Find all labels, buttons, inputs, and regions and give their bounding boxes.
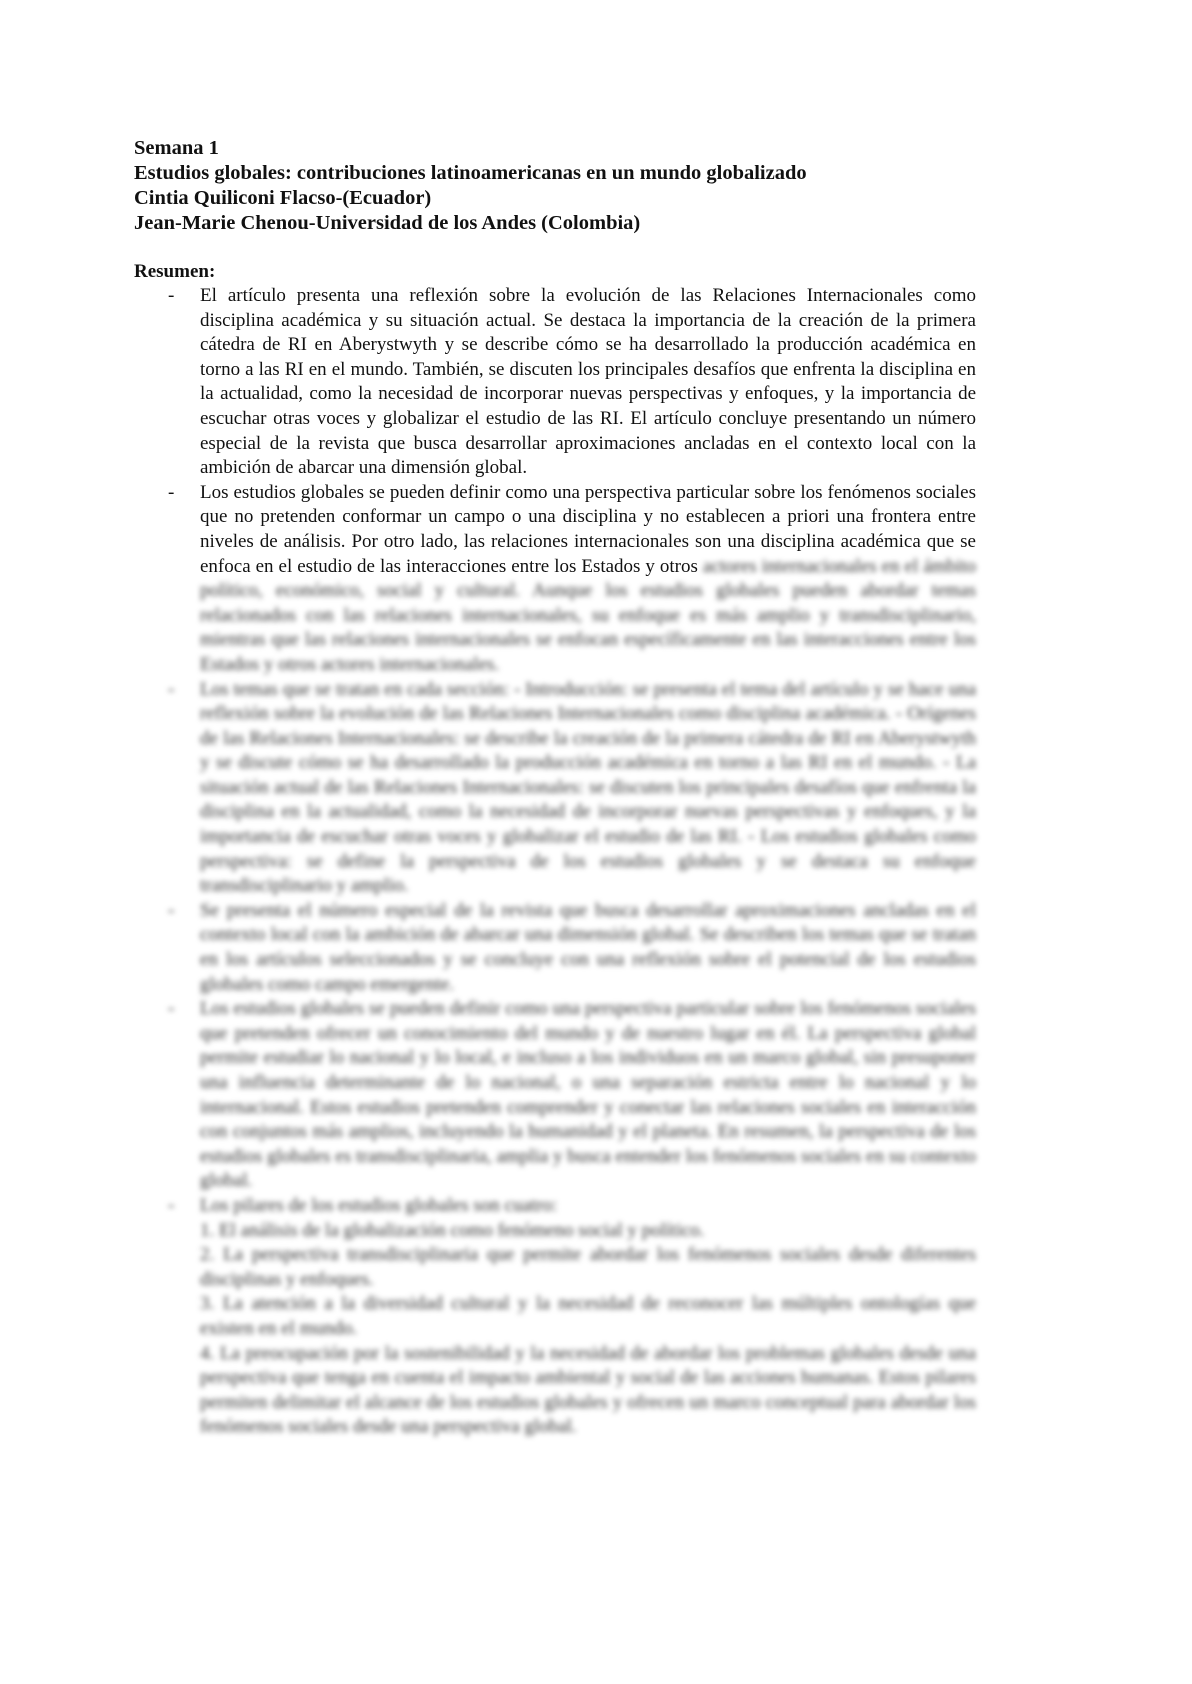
list-item (134, 678, 976, 899)
pillar-3: 3. La atención a la diversidad cultural y la necesidad de reconocer las múltiples ontologías que existen en el mundo. (200, 1293, 976, 1339)
item-text: Los temas que se tratan en cada sección: - Introducción: se presenta el tema del artículo y se hace una reflexión sobre la evolución de las Relaciones Internacionales como disciplina académica. - Orígenes de las Relaciones Internacionales: se describe la creación de la primera cátedra de RI en Aberystwyth y se discute cómo se ha desarrollado la producción académica en torno a las RI en el mundo. - La situación actual de las Relaciones Internacionales: se discuten los principales desafíos que enfrenta la disciplina en la actualidad, como la necesidad de incorporar nuevas perspectivas y enfoques, y la importancia de escuchar otras voces y globalizar el estudio de las RI. - Los estudios globales como perspectiva: se define la perspectiva de los estudios globales y se destaca su enfoque transdisciplinario y amplio. (200, 678, 976, 897)
week-heading: Semana 1 (134, 137, 219, 159)
bullet-dash: - (168, 678, 175, 700)
bullet-dash: - (168, 285, 175, 306)
list-item (134, 1194, 976, 1440)
item-text: Los pilares de los estudios globales son cuatro: (200, 1194, 558, 1216)
author-2: Jean-Marie Chenou-Universidad de los Andes (Colombia) (134, 212, 641, 234)
bullet-dash: - (168, 899, 175, 921)
item-text: Los estudios globales se pueden definir como una perspectiva particular sobre los fenómenos sociales que pretenden ofrecer un conocimiento del mundo y de nuestro lugar en él. La perspectiva global permite estudiar lo nacional y lo local, e incluso a los individuos en un marco global, sin presuponer una influencia determinante de lo nacional, o una separación estricta entre lo nacional y lo internacional. Estos estudios pretenden comprender y conectar las relaciones sociales en interacción con conjuntos más amplios, incluyendo la humanidad y el planeta. En resumen, la perspectiva de los estudios globales es transdisciplinaria, amplia y busca entender los fenómenos sociales en su contexto global. (200, 998, 976, 1192)
bullet-dash: - (168, 1194, 175, 1216)
pillar-2: 2. La perspectiva transdisciplinaria que permite abordar los fenómenos sociales desde diferentes disciplinas y enfoques. (200, 1244, 976, 1290)
pillar-4: 4. La preocupación por la sostenibilidad y la necesidad de abordar los problemas globales desde una perspectiva que tenga en cuenta el impacto ambiental y social de las acciones humanas. Estos pilares permiten delimitar el alcance de los estudios globales y ofrecen un marco conceptual para abordar los fenómenos sociales desde una perspectiva global. (200, 1342, 976, 1438)
summary-list (134, 284, 976, 1440)
summary-label: Resumen: (134, 261, 216, 282)
author-1: Cintia Quiliconi Flacso-(Ecuador) (134, 187, 432, 209)
list-item (134, 481, 976, 678)
article-title: Estudios globales: contribuciones latinoamericanas en un mundo globalizado (134, 162, 807, 184)
list-item (134, 997, 976, 1194)
document-page (134, 136, 976, 1440)
blurred-text: actores internacionales en el ámbito político, económico, social y cultural. Aunque los estudios globales pueden abordar temas relacionados con las relaciones internacionales, su enfoque es más amplio y transdisciplinario, mientras que las relaciones internacionales se enfocan específicamente en las interacciones entre los Estados y otros actores internacionales. (200, 555, 976, 675)
pillar-1: 1. El análisis de la globalización como fenómeno social y político. (200, 1219, 705, 1241)
bullet-dash: - (168, 998, 175, 1020)
item-text: Se presenta el número especial de la revista que busca desarrollar aproximaciones ancladas en el contexto local con la ambición de abarcar una dimensión global. Se describen los temas que se tratan en los artículos seleccionados y se concluye con una reflexión sobre el potencial de los estudios globales como campo emergente. (200, 899, 976, 995)
item-text: Los estudios globales se pueden definir como una perspectiva particular sobre los fenómenos sociales que no pretenden conformar un campo o una disciplina y no establecen a priori una frontera entre niveles de análisis. Por otro lado, las relaciones internacionales son una disciplina académica que se enfoca en el estudio de las interacciones entre los Estados y otros (200, 481, 976, 577)
list-item (134, 899, 976, 997)
bullet-dash: - (168, 481, 175, 503)
list-item (134, 284, 976, 481)
item-text: El artículo presenta una reflexión sobre la evolución de las Relaciones Internacionales como disciplina académica y su situación actual. Se destaca la importancia de la creación de la primera cátedra de RI en Aberystwyth y se describe cómo se ha desarrollado la producción académica en torno a las RI en el mundo. También, se discuten los principales desafíos que enfrenta la disciplina en la actualidad, como la necesidad de incorporar nuevas perspectivas y enfoques, y la importancia de escuchar otras voces y globalizar el estudio de las RI. El artículo concluye presentando un número especial de la revista que busca desarrollar aproximaciones ancladas en el contexto local con la ambición de abarcar una dimensión global. (200, 285, 976, 479)
